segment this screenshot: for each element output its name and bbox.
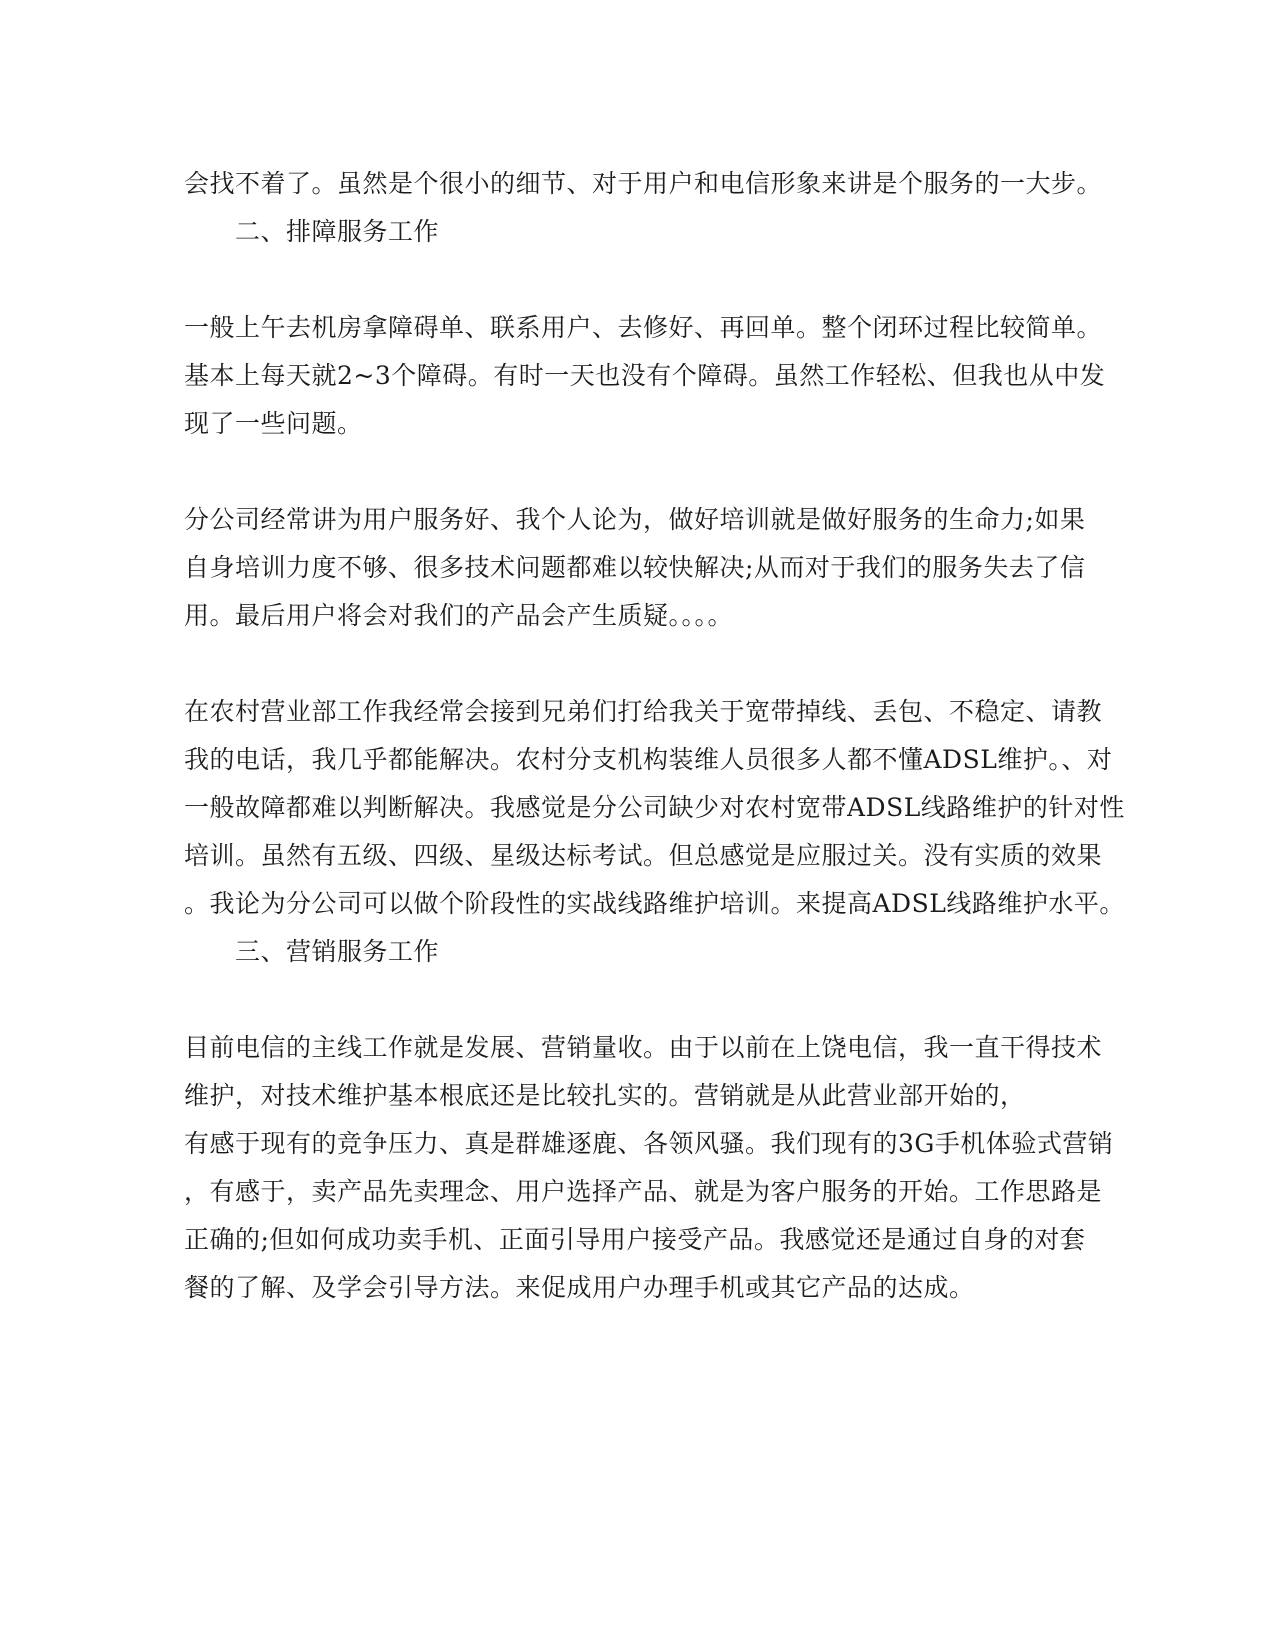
text-line: 自身培训力度不够、很多技术问题都难以较快解决;从而对于我们的服务失去了信 [184,553,1086,582]
text-line: ，有感于，卖产品先卖理念、用户选择产品、就是为客户服务的开始。工作思路是 [184,1177,1103,1206]
text-line: 分公司经常讲为用户服务好、我个人论为，做好培训就是做好服务的生命力;如果 [184,505,1086,534]
document-body [184,160,1125,1312]
text-line: 会找不着了。虽然是个很小的细节、对于用户和电信形象来讲是个服务的一大步。 [184,169,1103,198]
text-line: 基本上每天就2~3个障碍。有时一天也没有个障碍。虽然工作轻松、但我也从中发 [184,361,1106,390]
paragraph [184,1024,1114,1312]
text-line: 用。最后用户将会对我们的产品会产生质疑。。。。 [184,601,734,630]
paragraph [184,688,1125,928]
text-line: 有感于现有的竞争压力、真是群雄逐鹿、各领风骚。我们现有的3G手机体验式营销 [184,1129,1114,1158]
paragraph [184,304,1104,448]
section-heading: 三、营销服务工作 [235,937,440,966]
text-line: 目前电信的主线工作就是发展、营销量收。由于以前在上饶电信，我一直干得技术 [184,1033,1103,1062]
text-line: 我的电话，我几乎都能解决。农村分支机构装维人员很多人都不懂ADSL维护。、对 [184,745,1113,774]
text-line: 维护，对技术维护基本根底还是比较扎实的。营销就是从此营业部开始的， [184,1081,1026,1110]
paragraph-spacer [184,256,1104,304]
text-line: 一般故障都难以判断解决。我感觉是分公司缺少对农村宽带ADSL线路维护的针对性 [184,793,1125,822]
text-line: 。我论为分公司可以做个阶段性的实战线路维护培训。来提高ADSL线路维护水平。 [184,889,1125,918]
paragraph [184,496,1104,640]
text-line: 正确的;但如何成功卖手机、正面引导用户接受产品。我感觉还是通过自身的对套 [184,1225,1086,1254]
text-line: 一般上午去机房拿障碍单、联系用户、去修好、再回单。整个闭环过程比较简单。 [184,313,1103,342]
paragraph-spacer [184,448,1104,496]
paragraph-spacer [184,640,1104,688]
text-line: 培训。虽然有五级、四级、星级达标考试。但总感觉是应服过关。没有实质的效果 [184,841,1103,870]
paragraph [184,160,1104,208]
text-line: 餐的了解、及学会引导方法。来促成用户办理手机或其它产品的达成。 [184,1273,975,1302]
text-line: 现了一些问题。 [184,409,363,438]
text-line: 在农村营业部工作我经常会接到兄弟们打给我关于宽带掉线、丢包、不稳定、请教 [184,697,1103,726]
section-heading: 二、排障服务工作 [235,217,440,246]
paragraph-spacer [184,976,1104,1024]
